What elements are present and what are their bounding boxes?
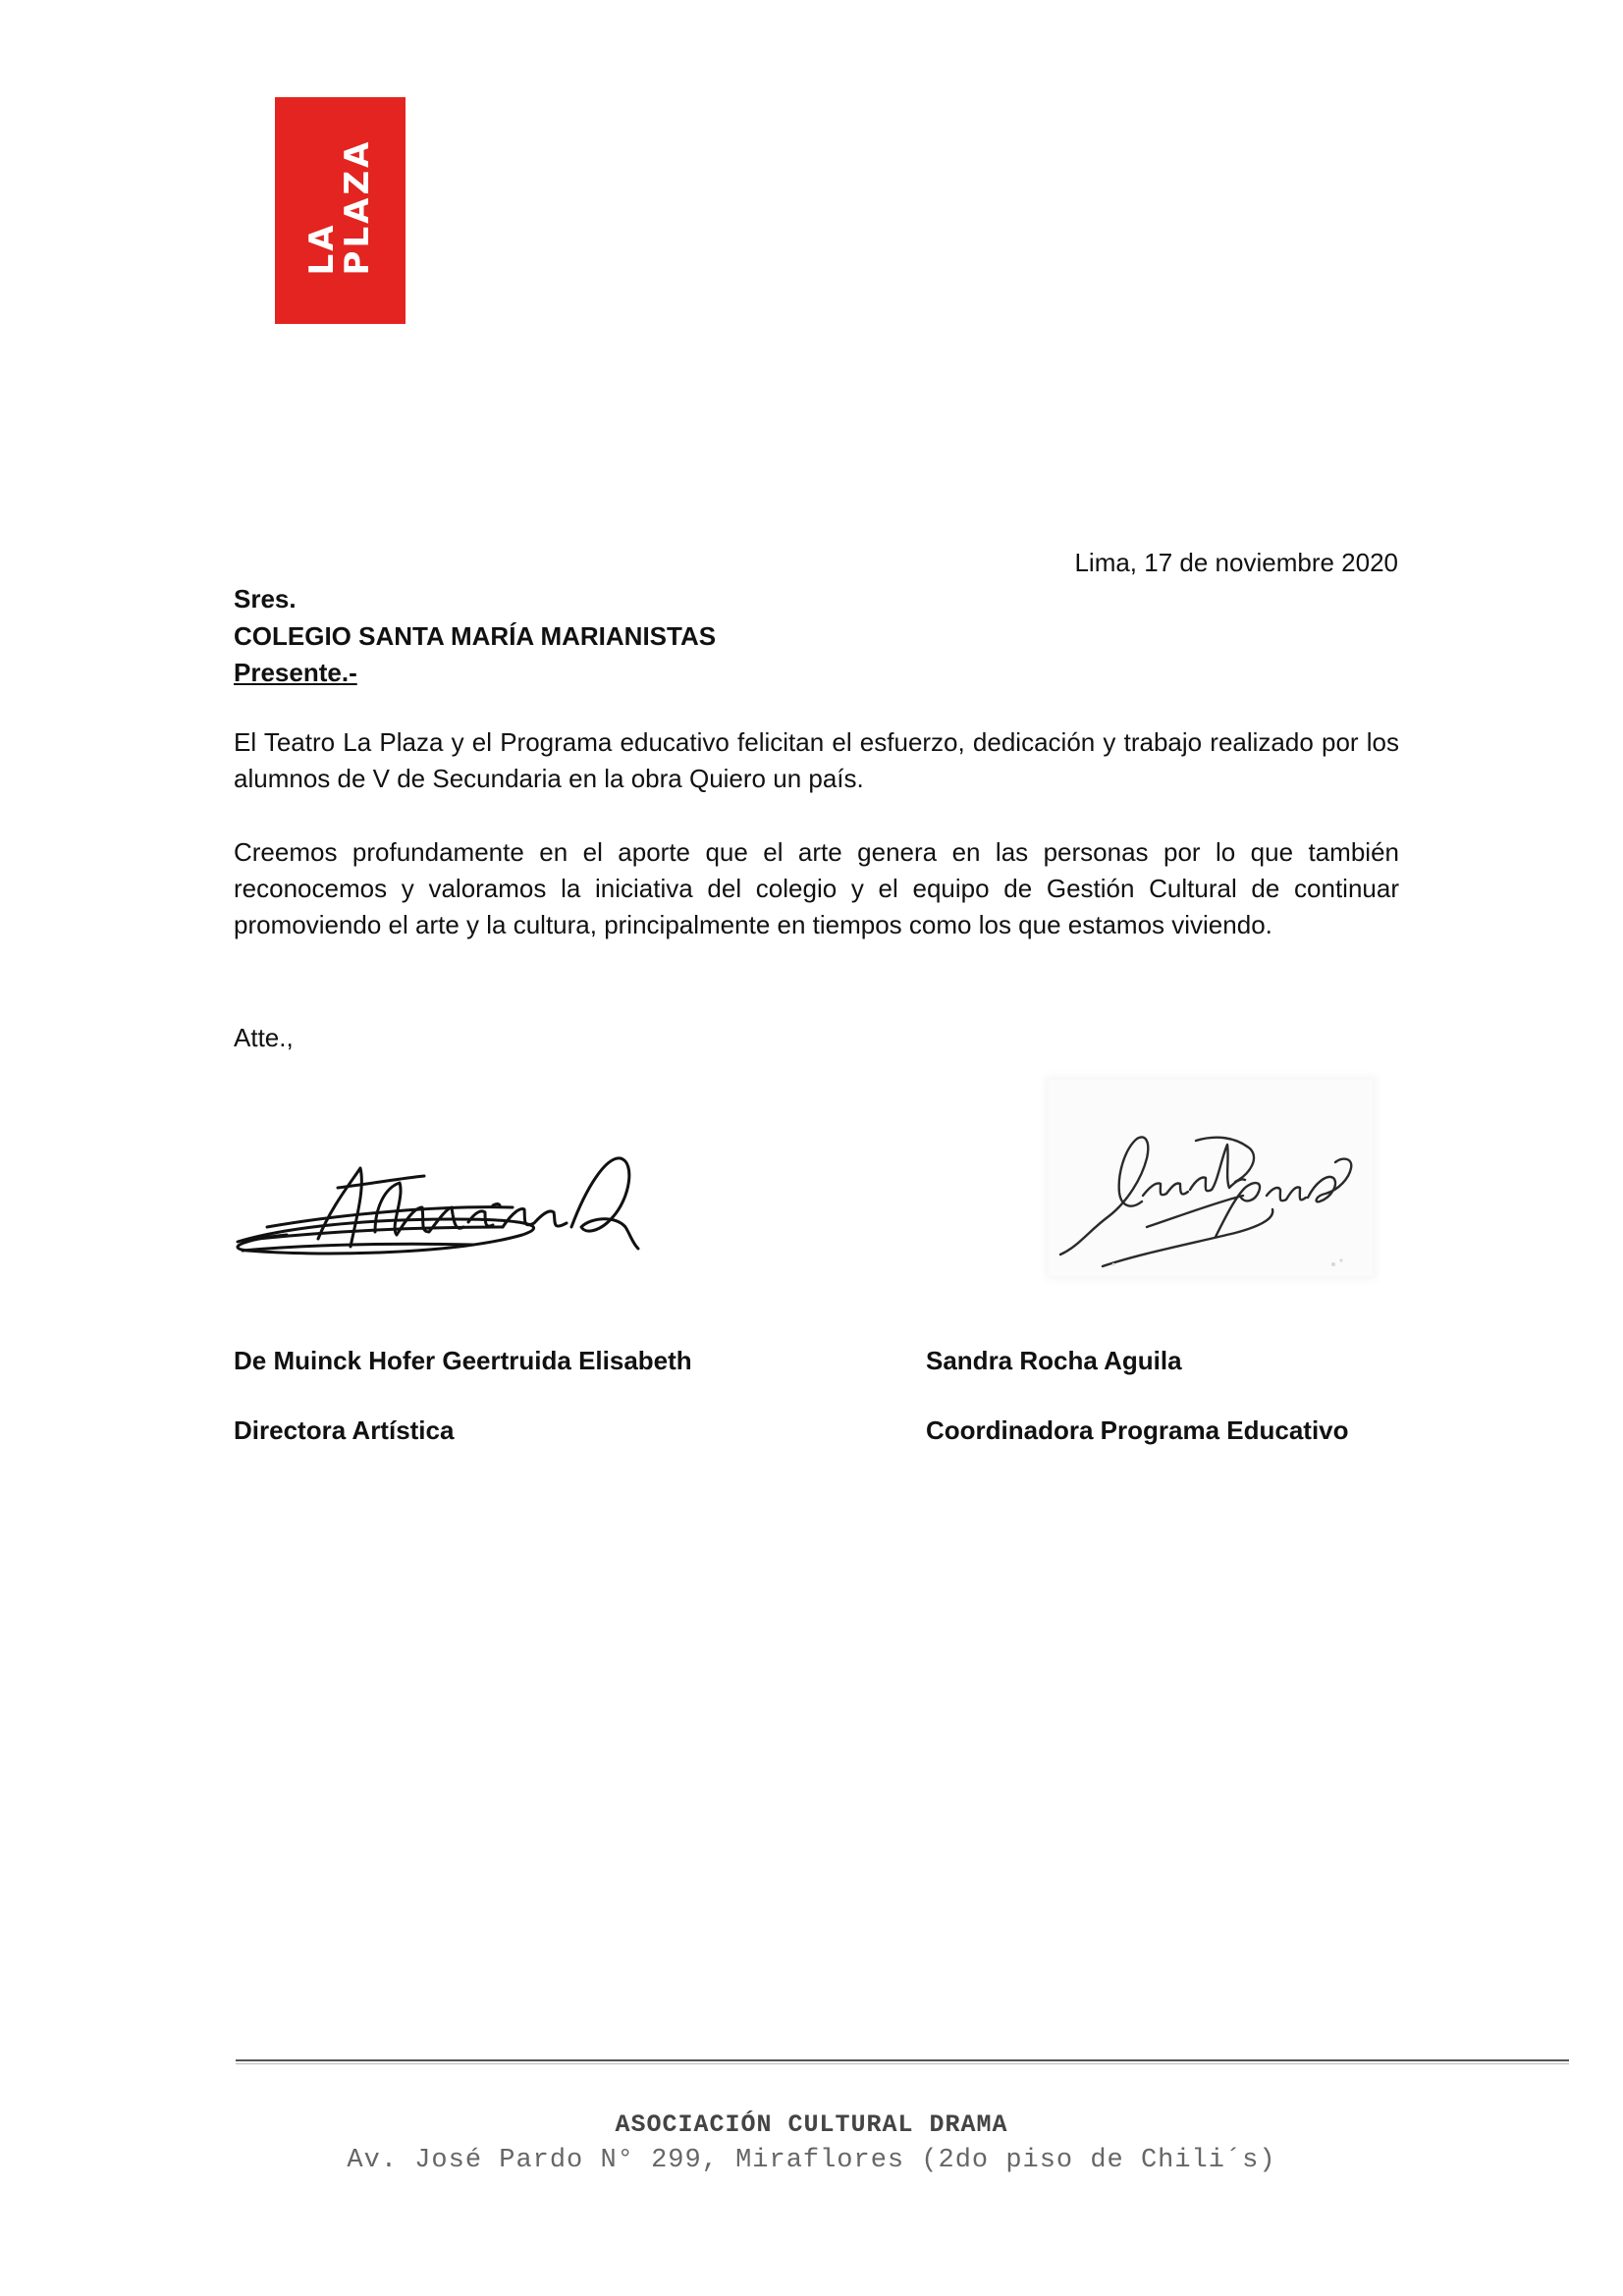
signatory-1-role: Directora Artística — [234, 1415, 455, 1445]
signature-coordinator — [1049, 1080, 1373, 1276]
footer-address: Av. José Pardo N° 299, Miraflores (2do piso de Chili´s) — [347, 2146, 1276, 2175]
signature-coordinator-background — [1049, 1080, 1373, 1276]
logo-line-1: LA — [302, 222, 342, 276]
closing: Atte., — [234, 1023, 294, 1052]
presente-line: Presente.- — [234, 658, 357, 687]
footer-organization: ASOCIACIÓN CULTURAL DRAMA — [615, 2110, 1008, 2139]
logo-line-2: PLAZA — [338, 138, 377, 276]
footer-divider — [236, 2059, 1569, 2061]
salutation: Sres. — [234, 584, 297, 614]
addressee-block — [234, 581, 716, 692]
signatory-2-name: Sandra Rocha Aguila — [926, 1346, 1182, 1375]
recipient: COLEGIO SANTA MARÍA MARIANISTAS — [234, 620, 717, 651]
letter-date: Lima, 17 de noviembre 2020 — [1074, 548, 1398, 577]
body-paragraph-2: Creemos profundamente en el aporte que el arte genera en las personas por lo que también reconocemos y valoramos la iniciativa del colegio y el equipo de Gestión Cultural de continuar promoviendo el arte y la cultura, principalmente en tiempos como los que estamos viviendo. — [234, 837, 1399, 939]
logo-wordmark — [304, 139, 375, 276]
signatory-1-name: De Muinck Hofer Geertruida Elisabeth — [234, 1346, 692, 1375]
signatory-2-role: Coordinadora Programa Educativo — [926, 1415, 1349, 1445]
body-paragraph-1: El Teatro La Plaza y el Programa educativo felicitan el esfuerzo, dedicación y trabajo realizado por los alumnos de V de Secundaria en la obra Quiero un país. — [234, 727, 1399, 793]
signature-director — [228, 1129, 660, 1266]
la-plaza-logo — [275, 97, 406, 324]
